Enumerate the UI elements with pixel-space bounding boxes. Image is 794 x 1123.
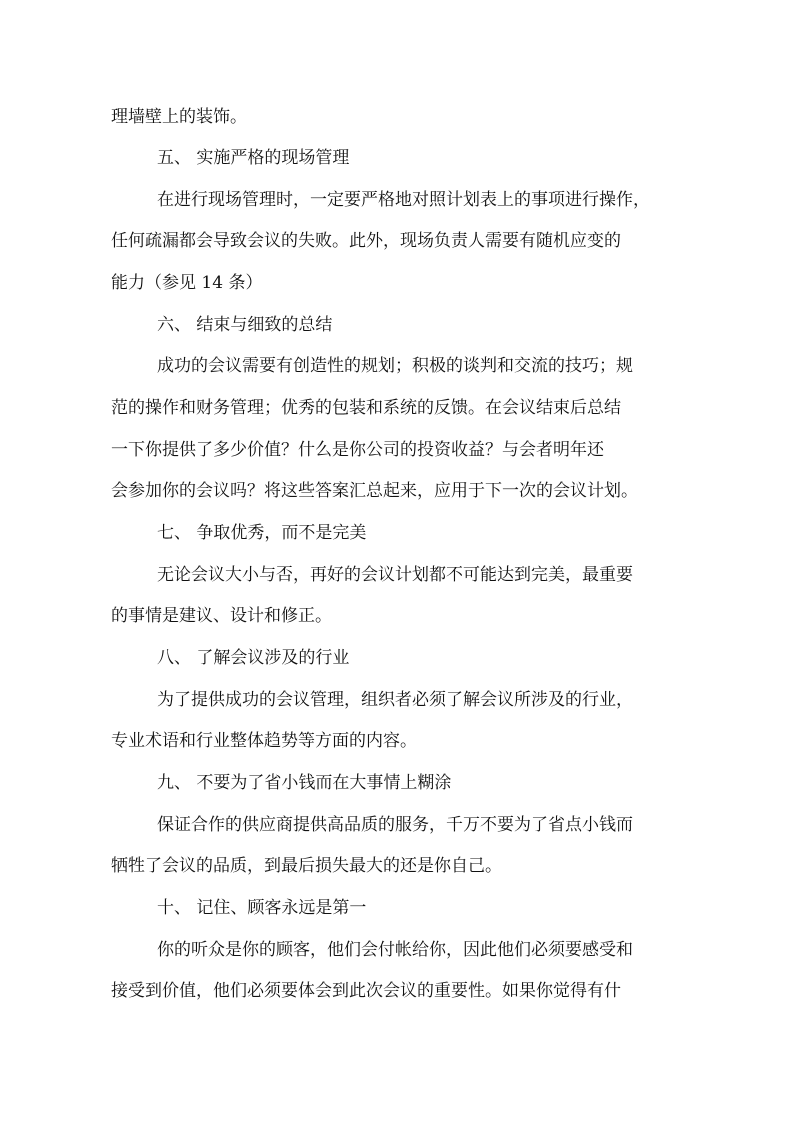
- text-line: 保证合作的供应商提供高品质的服务，千万不要为了省点小钱而: [157, 815, 633, 835]
- text-line: 牺牲了会议的品质，到最后损失最大的还是你自己。: [111, 856, 502, 876]
- section-heading-6: 六、 结束与细致的总结: [157, 315, 333, 335]
- text-line: 的事情是建议、设计和修正。: [111, 606, 332, 626]
- text-line: 任何疏漏都会导致会议的失败。此外，现场负责人需要有随机应变的: [111, 231, 621, 251]
- text-line: 专业术语和行业整体趋势等方面的内容。: [111, 731, 417, 751]
- text-line: 能力（参见 14 条）: [111, 273, 263, 293]
- text-line: 理墙壁上的装饰。: [111, 107, 247, 127]
- text-line: 一下你提供了多少价值？什么是你公司的投资收益？与会者明年还: [111, 440, 604, 460]
- text-line: 会参加你的会议吗？将这些答案汇总起来，应用于下一次的会议计划。: [111, 481, 638, 501]
- section-heading-7: 七、 争取优秀，而不是完美: [157, 523, 367, 543]
- section-heading-10: 十、 记住、顾客永远是第一: [157, 898, 367, 918]
- text-line: 范的操作和财务管理；优秀的包装和系统的反馈。在会议结束后总结: [111, 398, 621, 418]
- text-line: 成功的会议需要有创造性的规划；积极的谈判和交流的技巧；规: [157, 356, 633, 376]
- section-heading-5: 五、 实施严格的现场管理: [157, 148, 350, 168]
- text-line: 无论会议大小与否，再好的会议计划都不可能达到完美，最重要: [157, 565, 633, 585]
- text-line: 为了提供成功的会议管理，组织者必须了解会议所涉及的行业，: [157, 690, 633, 710]
- text-line: 接受到价值，他们必须要体会到此次会议的重要性。如果你觉得有什: [111, 981, 621, 1001]
- text-line: 你的听众是你的顾客，他们会付帐给你，因此他们必须要感受和: [157, 940, 633, 960]
- section-heading-9: 九、 不要为了省小钱而在大事情上糊涂: [157, 773, 452, 793]
- section-heading-8: 八、 了解会议涉及的行业: [157, 648, 350, 668]
- text-line: 在进行现场管理时，一定要严格地对照计划表上的事项进行操作，: [157, 190, 650, 210]
